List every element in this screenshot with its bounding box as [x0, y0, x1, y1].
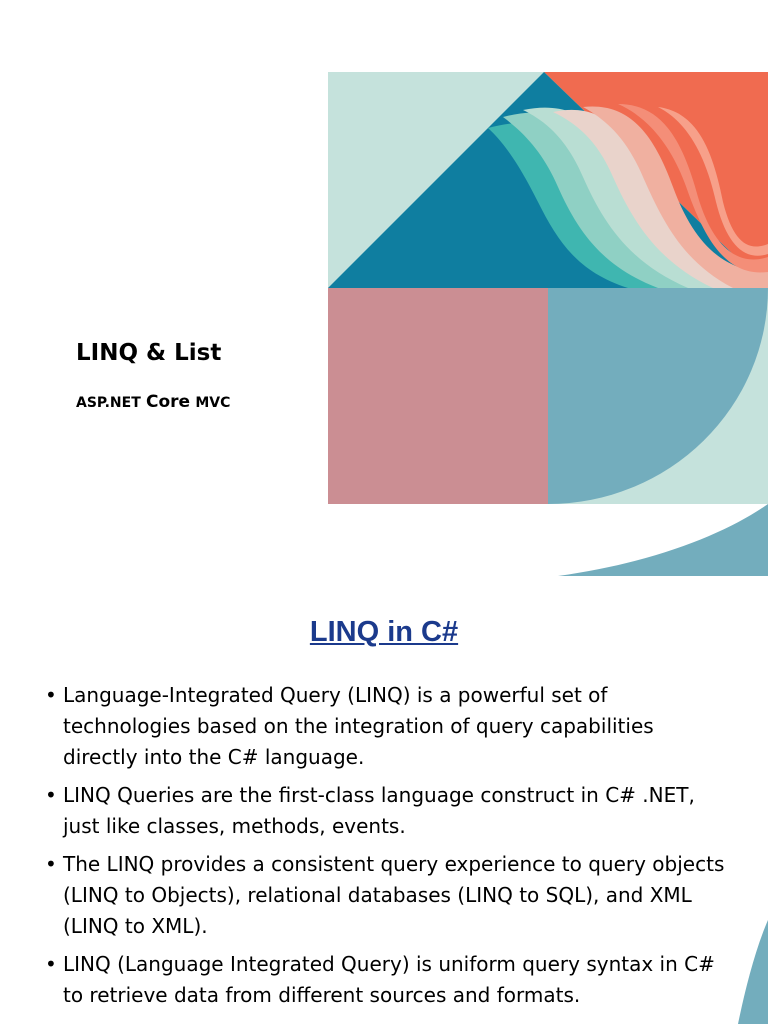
bullet-icon: • [45, 852, 57, 876]
corner-decoration [700, 920, 768, 1024]
list-item [40, 849, 730, 942]
teal-arc [558, 504, 768, 576]
slide-subtitle [76, 392, 230, 412]
bullet-icon: • [45, 683, 57, 707]
subtitle-part-3: MVC [195, 395, 231, 411]
slide-heading: LINQ in C# [309, 616, 459, 648]
decorative-artwork [328, 72, 768, 576]
list-item-text: The LINQ provides a consistent query experience to query objects (LINQ to Objects), relational databases (LINQ to SQL), and XML (LINQ to XML). [63, 852, 725, 938]
list-item-text: LINQ (Language Integrated Query) is uniform query syntax in C# to retrieve data from different sources and formats. [63, 952, 715, 1007]
list-item [40, 780, 730, 842]
slide-title: LINQ & List [76, 340, 222, 366]
list-item [40, 680, 730, 773]
list-item-text: LINQ Queries are the first-class language construct in C# .NET, just like classes, methods, events. [63, 783, 695, 838]
subtitle-part-1: ASP.NET [76, 395, 141, 411]
list-item-text: Language-Integrated Query (LINQ) is a powerful set of technologies based on the integration of query capabilities directly into the C# language. [63, 683, 654, 769]
bullet-icon: • [45, 952, 57, 976]
bullet-icon: • [45, 783, 57, 807]
list-item [40, 949, 730, 1011]
content-slide [0, 590, 768, 1024]
rose-block [328, 288, 548, 504]
subtitle-part-2: Core [146, 392, 191, 412]
bullet-list [40, 680, 730, 1018]
